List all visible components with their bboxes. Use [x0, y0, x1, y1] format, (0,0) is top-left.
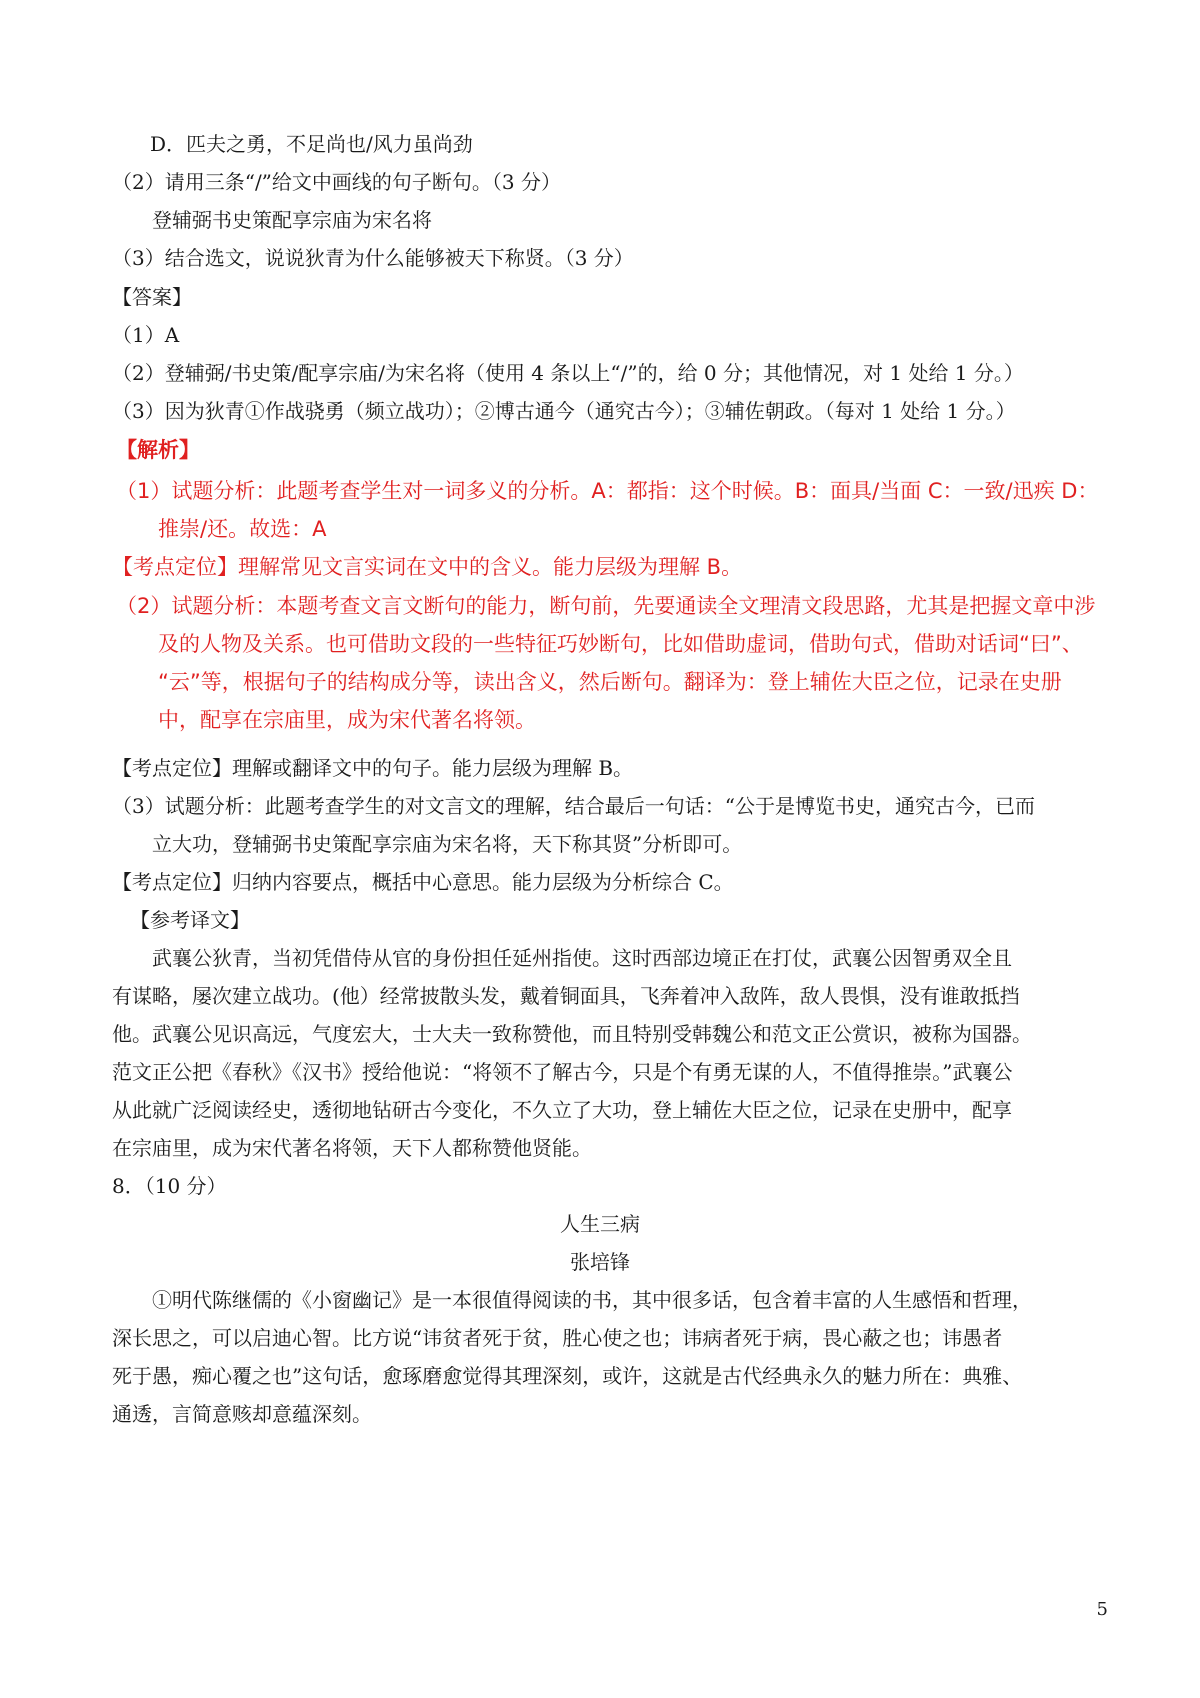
- translation-line: 他。武襄公见识高远，气度宏大，士大夫一致称赞他，而且特别受韩魏公和范文正公赏识，被称为国器。: [112, 1022, 1032, 1046]
- answer-heading: 【答案】: [112, 285, 192, 309]
- essay-author: 张培锋: [570, 1250, 630, 1274]
- translation-line: 在宗庙里，成为宋代著名将领，天下人都称赞他贤能。: [112, 1136, 592, 1160]
- translation-line: 武襄公狄青，当初凭借侍从官的身份担任延州指使。这时西部边境正在打仗，武襄公因智勇双全且: [152, 946, 1012, 970]
- analysis-1-line-1: （1）试题分析：此题考查学生对一词多义的分析。A：都指：这个时候。B：面具/当面 C：一致/迅疾 D：: [116, 479, 1099, 503]
- essay-paragraph-line: 深长思之，可以启迪心智。比方说“讳贫者死于贫，胜心使之也；讳病者死于病，畏心蔽之也；讳愚者: [112, 1326, 1003, 1350]
- analysis-2-line-1: （2）试题分析：本题考查文言文断句的能力，断句前，先要通读全文理清文段思路，尤其是把握文章中涉: [116, 594, 1096, 618]
- answer-2: （2）登辅弼/书史策/配享宗庙/为宋名将（使用 4 条以上“/”的，给 0 分；其他情况，对 1 处给 1 分。）: [112, 361, 1024, 385]
- analysis-1-line-2: 推崇/还。故选：A: [158, 517, 327, 541]
- essay-paragraph-line: 死于愚，痴心覆之也”这句话，愈琢磨愈觉得其理深刻，或许，这就是古代经典永久的魅力所在：典雅、: [112, 1364, 1023, 1388]
- translation-heading: 【参考译文】: [130, 908, 250, 932]
- q2-prompt: （2）请用三条“/”给文中画线的句子断句。（3 分）: [112, 170, 561, 194]
- q2-sentence: 登辅弼书史策配享宗庙为宋名将: [152, 208, 432, 232]
- analysis-3-line-1: （3）试题分析：此题考查学生的对文言文的理解，结合最后一句话：“公于是博览书史，通究古今，已而: [112, 794, 1035, 818]
- answer-1: （1）A: [112, 323, 180, 347]
- question-8-label: 8．（10 分）: [112, 1174, 227, 1198]
- q3-prompt: （3）结合选文，说说狄青为什么能够被天下称贤。（3 分）: [112, 246, 634, 270]
- essay-paragraph-line: 通透，言简意赅却意蕴深刻。: [112, 1402, 372, 1426]
- analysis-3-line-2: 立大功，登辅弼书史策配享宗庙为宋名将，天下称其贤”分析即可。: [152, 832, 743, 856]
- page-number: 5: [1096, 1599, 1108, 1620]
- translation-line: 有谋略，屡次建立战功。(他）经常披散头发，戴着铜面具，飞奔着冲入敌阵，敌人畏惧，没有谁敢抵挡: [112, 984, 1020, 1008]
- translation-line: 范文正公把《春秋》《汉书》授给他说：“将领不了解古今，只是个有勇无谋的人，不值得推崇。”武襄公: [112, 1060, 1013, 1084]
- analysis-1-kaodian: 【考点定位】理解常见文言实词在文中的含义。能力层级为理解 B。: [112, 555, 743, 579]
- option-d: D．匹夫之勇，不足尚也/风力虽尚劲: [150, 132, 473, 156]
- analysis-heading: 【解析】: [116, 438, 200, 462]
- analysis-3-kaodian: 【考点定位】归纳内容要点，概括中心意思。能力层级为分析综合 C。: [112, 870, 734, 894]
- essay-title: 人生三病: [560, 1212, 640, 1236]
- analysis-2-line-4: 中，配享在宗庙里，成为宋代著名将领。: [158, 708, 536, 732]
- analysis-2-line-2: 及的人物及关系。也可借助文段的一些特征巧妙断句，比如借助虚词，借助句式，借助对话词“曰”、: [158, 632, 1083, 656]
- essay-paragraph-line: ①明代陈继儒的《小窗幽记》是一本很值得阅读的书，其中很多话，包含着丰富的人生感悟和哲理，: [152, 1288, 1032, 1312]
- analysis-2-kaodian: 【考点定位】理解或翻译文中的句子。能力层级为理解 B。: [112, 756, 634, 780]
- analysis-2-line-3: “云”等，根据句子的结构成分等，读出含义，然后断句。翻译为：登上辅佐大臣之位，记录在史册: [158, 670, 1062, 694]
- answer-3: （3）因为狄青①作战骁勇（频立战功）；②博古通今（通究古今）；③辅佐朝政。（每对 1 处给 1 分。）: [112, 399, 1016, 423]
- translation-line: 从此就广泛阅读经史，透彻地钻研古今变化，不久立了大功，登上辅佐大臣之位，记录在史册中，配享: [112, 1098, 1012, 1122]
